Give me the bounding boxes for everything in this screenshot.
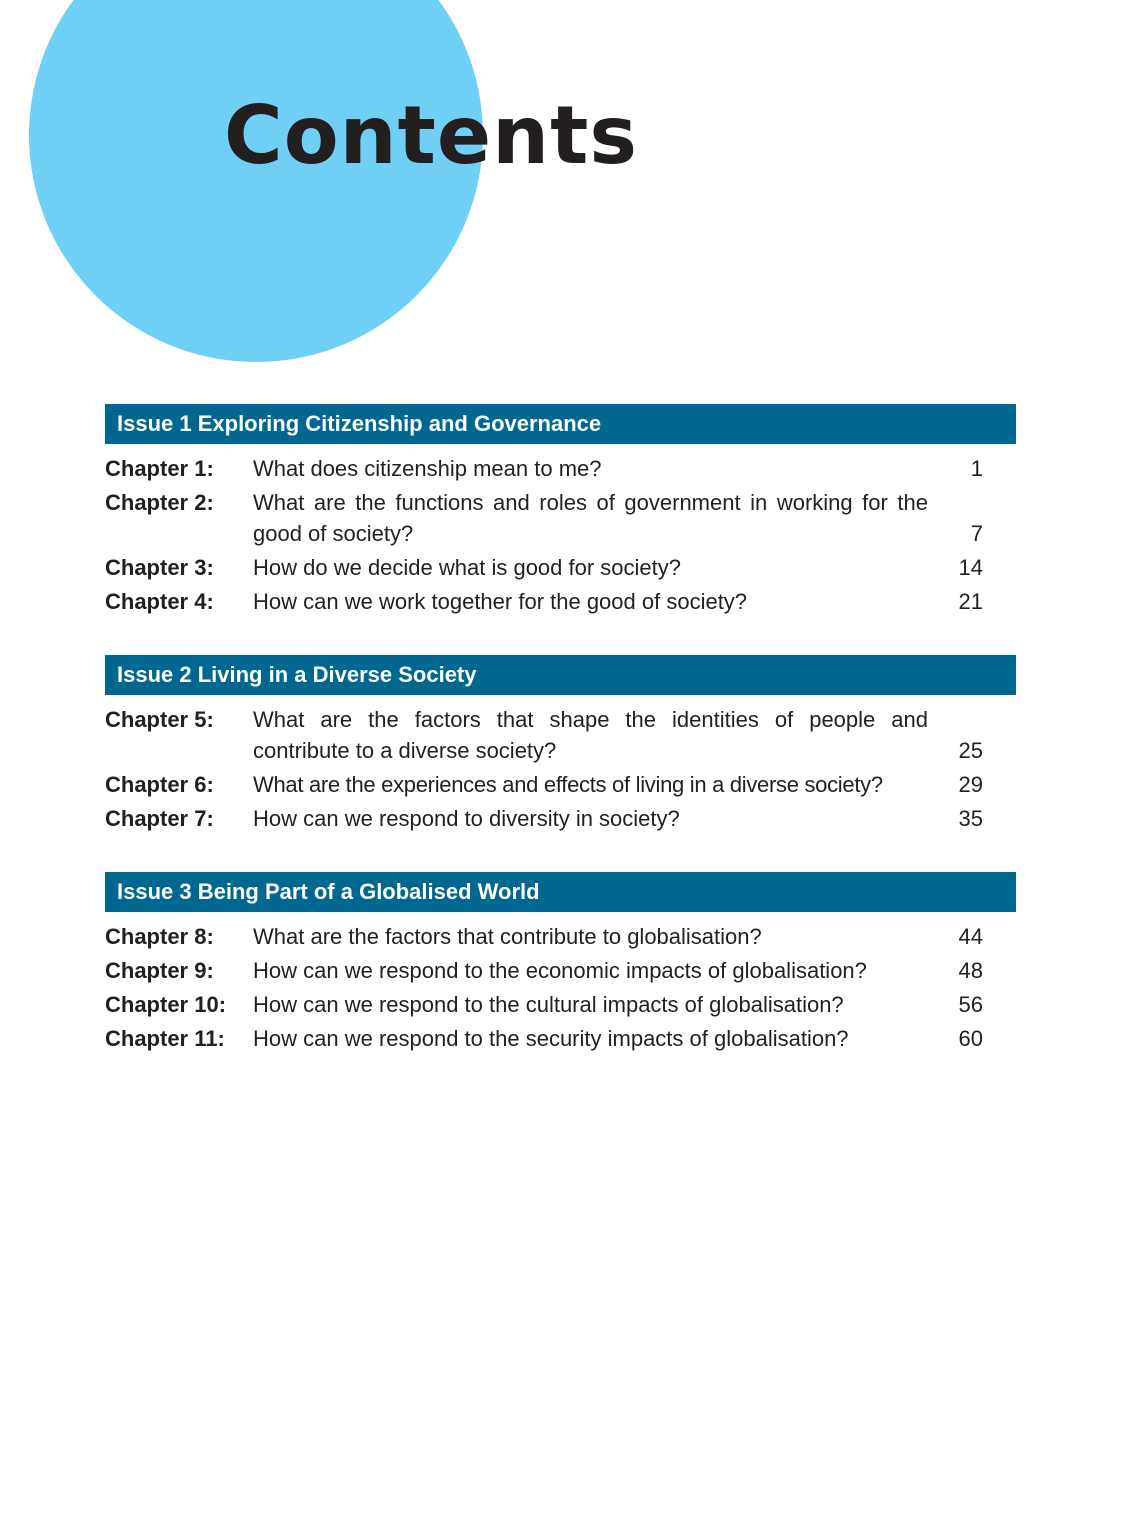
- toc-entry[interactable]: [105, 1023, 1016, 1054]
- issue-heading: Issue 3 Being Part of a Globalised World: [105, 872, 1016, 912]
- toc-entry[interactable]: [105, 704, 1016, 766]
- page-number: 48: [958, 958, 983, 983]
- chapter-title: What are the functions and roles of government in working for the good of society?: [253, 490, 928, 546]
- chapter-label: Chapter 11:: [105, 1026, 225, 1051]
- page-number: 7: [970, 521, 983, 546]
- chapter-label: Chapter 6:: [105, 772, 214, 797]
- page-number: 56: [958, 992, 983, 1017]
- page-number: 35: [958, 806, 983, 831]
- toc-entry[interactable]: [105, 586, 1016, 617]
- issue-heading: Issue 2 Living in a Diverse Society: [105, 655, 1016, 695]
- chapter-label: Chapter 7:: [105, 806, 214, 831]
- chapter-label: Chapter 5:: [105, 707, 214, 732]
- toc-entry[interactable]: [105, 803, 1016, 834]
- issue-section-2: [105, 655, 1016, 834]
- chapter-label: Chapter 9:: [105, 958, 214, 983]
- page-number: 29: [958, 772, 983, 797]
- chapter-label: Chapter 10:: [105, 992, 227, 1017]
- page-number: 21: [958, 589, 983, 614]
- page-number: 1: [970, 456, 983, 481]
- chapter-label: Chapter 3:: [105, 555, 214, 580]
- chapter-title: What are the factors that shape the identities of people and contribute to a diverse society?: [253, 707, 928, 763]
- page-number: 44: [958, 924, 983, 949]
- toc-entry[interactable]: [105, 453, 1016, 484]
- toc-entry[interactable]: [105, 769, 1016, 800]
- chapter-title: How can we respond to the cultural impacts of globalisation?: [253, 992, 844, 1017]
- toc-entry[interactable]: [105, 552, 1016, 583]
- chapter-title: What are the experiences and effects of living in a diverse society?: [253, 772, 883, 797]
- chapter-label: Chapter 8:: [105, 924, 214, 949]
- toc-entry[interactable]: [105, 955, 1016, 986]
- chapter-title: How can we work together for the good of society?: [253, 589, 748, 614]
- issue-heading: Issue 1 Exploring Citizenship and Governance: [105, 404, 1016, 444]
- chapter-title: How can we respond to diversity in society?: [253, 806, 680, 831]
- chapter-label: Chapter 1:: [105, 456, 214, 481]
- issue-section-1: [105, 404, 1016, 617]
- table-of-contents: [105, 404, 1016, 1092]
- chapter-title: What are the factors that contribute to globalisation?: [253, 924, 762, 949]
- issue-section-3: [105, 872, 1016, 1054]
- chapter-label: Chapter 2:: [105, 490, 214, 515]
- chapter-label: Chapter 4:: [105, 589, 214, 614]
- chapter-title: How can we respond to the security impacts of globalisation?: [253, 1026, 849, 1051]
- page-number: 14: [958, 555, 983, 580]
- page-number: 25: [958, 738, 983, 763]
- chapter-title: How do we decide what is good for society?: [253, 555, 682, 580]
- toc-entry[interactable]: [105, 487, 1016, 549]
- chapter-title: What does citizenship mean to me?: [253, 456, 602, 481]
- chapter-title: How can we respond to the economic impacts of globalisation?: [253, 958, 867, 983]
- toc-entry[interactable]: [105, 989, 1016, 1020]
- page-number: 60: [958, 1026, 983, 1051]
- toc-entry[interactable]: [105, 921, 1016, 952]
- page-title: Contents: [224, 89, 638, 182]
